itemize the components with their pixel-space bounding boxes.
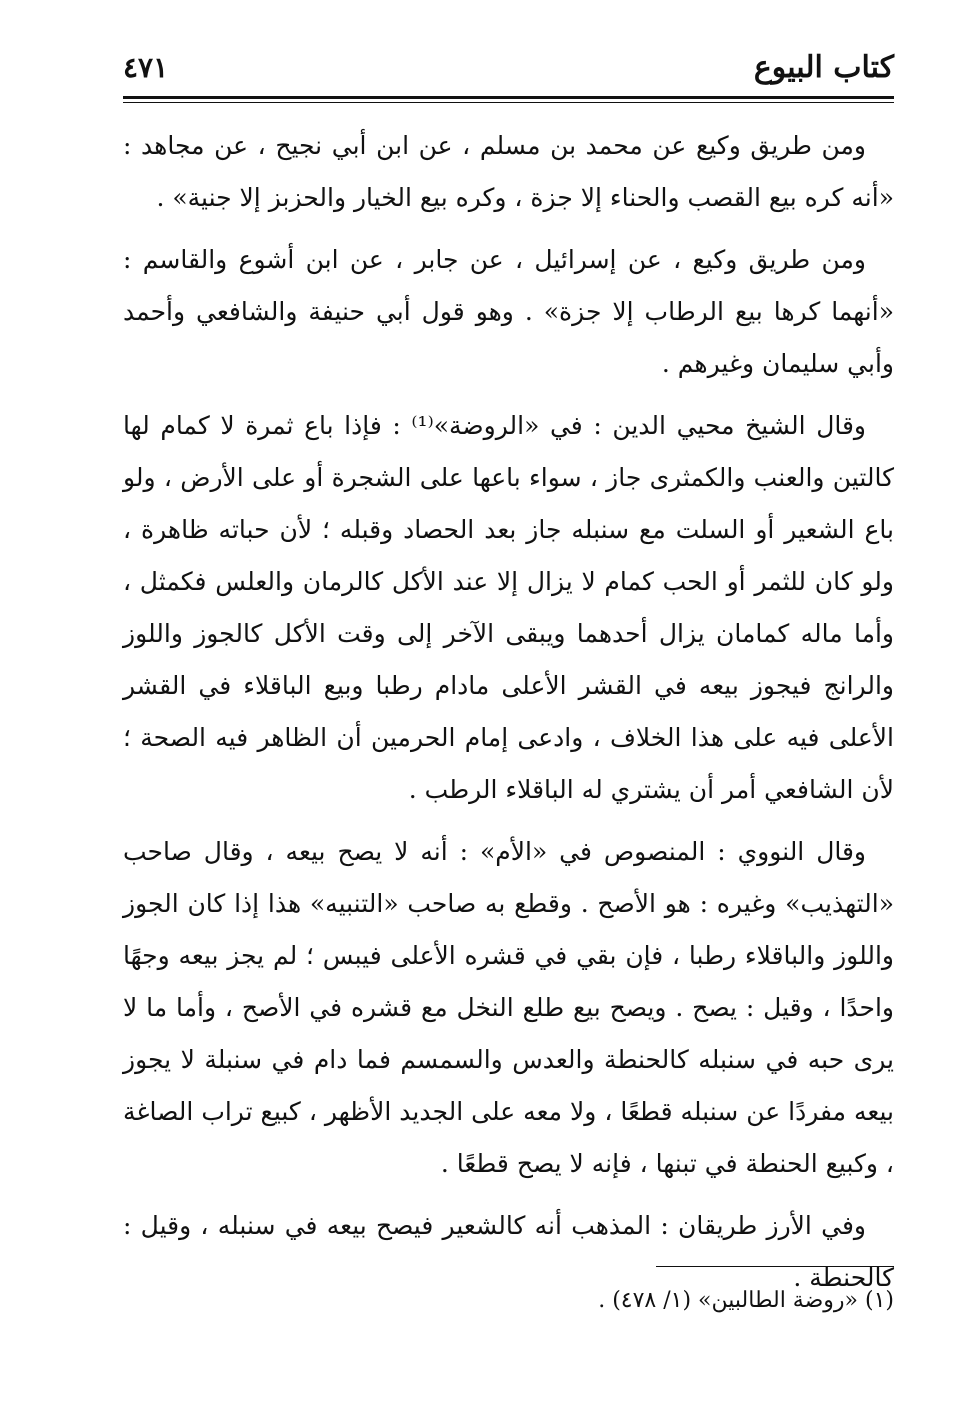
footnote-separator bbox=[656, 1266, 894, 1267]
page-header bbox=[123, 40, 894, 94]
paragraph-2: ومن طريق وكيع ، عن إسرائيل ، عن جابر ، عن ابن أشوع والقاسم : «أنهما كرها بيع الرطاب إلا جزة» . وهو قول أبي حنيفة والشافعي وأحمد وأبي سليمان وغيرهم . bbox=[123, 245, 894, 378]
footnote-1: (١) «روضة الطالبين» (١/ ٤٧٨) . bbox=[598, 1288, 894, 1313]
header-rule-thin bbox=[123, 102, 894, 103]
paragraph-5: وفي الأرز طريقان : المذهب أنه كالشعير فيصح بيعه في سنبله ، وقيل : كالحنطة . bbox=[123, 1211, 894, 1292]
paragraph-3: وقال الشيخ محيي الدين : في «الروضة»⁽¹⁾ : فإذا باع ثمرة لا كمام لها كالتين والعنب والكمثرى جاز ، سواء باعها على الشجرة أو على الأرض ، ولو باع الشعير أو السلت مع سنبله جاز بعد الحصاد وقبله ؛ لأن حباته ظاهرة ، ولو كان للثمر أو الحب كمام لا يزال إلا عند الأكل كالرمان والعلس فكمثل ، وأما ماله كمامان يزال أحدهما ويبقى الآخر إلى وقت الأكل كالجوز واللوز والرانج فيجوز بيعه في القشر الأعلى مادام رطبا وبيع الباقلاء في القشر الأعلى فيه على هذا الخلاف ، وادعى إمام الحرمين أن الظاهر فيه الصحة ؛ لأن الشافعي أمر أن يشتري له الباقلاء الرطب . bbox=[123, 411, 894, 804]
page-number: ٤٧١ bbox=[123, 51, 169, 84]
paragraph-1: ومن طريق وكيع عن محمد بن مسلم ، عن ابن أبي نجيح ، عن مجاهد : «أنه كره بيع القصب والحناء إلا جزة ، وكره بيع الخيار والحزبز إلا جنية» . bbox=[123, 131, 894, 212]
header-rule-thick bbox=[123, 96, 894, 99]
paragraph-4: وقال النووي : المنصوص في «الأم» : أنه لا يصح بيعه ، وقال صاحب «التهذيب» وغيره : هو الأصح . وقطع به صاحب «التنبيه» هذا إذا كان الجوز واللوز والباقلاء رطبا ، فإن بقي في قشره الأعلى فيبس ؛ لم يجز بيعه وجهًا واحدًا ، وقيل : يصح . ويصح بيع طلع النخل مع قشره في الأصح ، وأما ما لا يرى حبه في سنبله كالحنطة والعدس والسمسم فما دام في سنبلة لا يجوز بيعه مفردًا عن سنبله قطعًا ، ولا معه على الجديد الأظهر ، كبيع تراب الصاغة ، وكبيع الحنطة في تبنها ، فإنه لا يصح قطعًا . bbox=[123, 837, 894, 1178]
running-title: كتاب البيوع bbox=[753, 50, 894, 85]
book-page bbox=[123, 40, 894, 1380]
main-text bbox=[123, 120, 894, 1314]
